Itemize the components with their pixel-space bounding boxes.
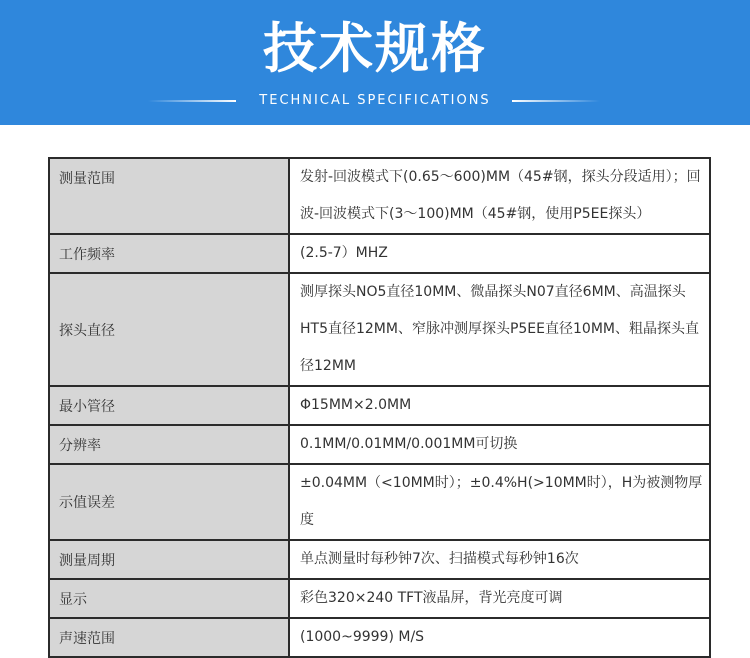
table-row <box>49 618 710 657</box>
spec-value: 0.1MM/0.01MM/0.001MM可切换 <box>289 425 710 464</box>
table-row <box>49 579 710 618</box>
spec-label: 最小管径 <box>49 386 289 425</box>
spec-value: 发射-回波模式下(0.65～600)MM（45#钢，探头分段适用）；回波-回波模式下(3～100)MM（45#钢，使用P5EE探头） <box>289 158 710 234</box>
spec-label: 测量范围 <box>49 158 289 234</box>
header-banner <box>0 0 750 125</box>
table-row <box>49 273 710 386</box>
spec-label: 分辨率 <box>49 425 289 464</box>
table-row <box>49 386 710 425</box>
page-title: 技术规格 <box>263 17 487 80</box>
spec-value: (1000~9999) M/S <box>289 618 710 657</box>
spec-value: ±0.04MM（<10MM时）；±0.4%H(>10MM时），H为被测物厚度 <box>289 464 710 540</box>
spec-label: 声速范围 <box>49 618 289 657</box>
spec-label: 显示 <box>49 579 289 618</box>
spec-table <box>48 157 711 658</box>
spec-value: Φ15MM×2.0MM <box>289 386 710 425</box>
table-row <box>49 425 710 464</box>
spec-value: 彩色320×240 TFT液晶屏，背光亮度可调 <box>289 579 710 618</box>
spec-label: 示值误差 <box>49 464 289 540</box>
spec-value: (2.5-7）MHZ <box>289 234 710 273</box>
table-row <box>49 158 710 234</box>
spec-label: 探头直径 <box>49 273 289 386</box>
title-decoration-right <box>512 100 600 102</box>
spec-value: 测厚探头NO5直径10MM、微晶探头N07直径6MM、高温探头HT5直径12MM、窄脉冲测厚探头P5EE直径10MM、粗晶探头直径12MM <box>289 273 710 386</box>
spec-value: 单点测量时每秒钟7次、扫描模式每秒钟16次 <box>289 540 710 579</box>
table-row <box>49 540 710 579</box>
page-subtitle: TECHNICAL SPECIFICATIONS <box>259 93 491 108</box>
table-row <box>49 234 710 273</box>
spec-label: 测量周期 <box>49 540 289 579</box>
spec-label: 工作频率 <box>49 234 289 273</box>
table-row <box>49 464 710 540</box>
